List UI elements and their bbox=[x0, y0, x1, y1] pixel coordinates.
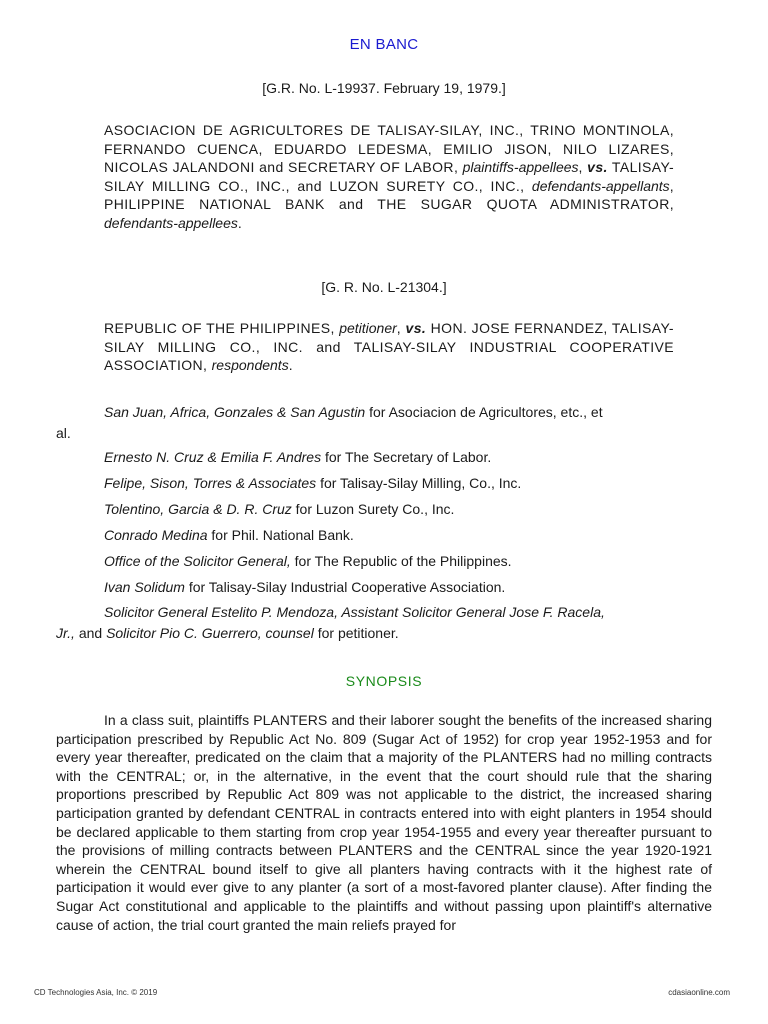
synopsis-body: In a class suit, plaintiffs PLANTERS and their laborer sought the benefits of the increased sharing participation prescribed by Republic Act No. 809 (Sugar Act of 1952) for crop year 1952-1953 and for every year thereafter, predicated on the claim that a majority of the PLANTERS had no milling contracts with the CENTRAL; or, in the alternative, in the event that the court should rule that the sharing proportions prescribed by Republic Act 809 was not applicable to the district, the increased sharing participation granted by defendant CENTRAL in contracts entered into with eight planters in 1954 should be declared applicable to them starting from crop year 1954-1955 and every year thereafter pursuant to the provisions of milling contracts between PLANTERS and the CENTRAL since the year 1920-1921 wherein the CENTRAL bound itself to give all planters having contracts with it the highest rate of participation it would ever give to any planter (a sort of a most-favored planter clause). After finding the Sugar Act constitutional and applicable to the plaintiffs and without passing upon plaintiff's alternative cause of action, the trial court granted the main reliefs prayed for bbox=[56, 712, 712, 933]
counsel-entry bbox=[104, 475, 712, 491]
counsel-entry-continuation: al. bbox=[56, 425, 71, 441]
case1-parties: ASOCIACION DE AGRICULTORES DE TALISAY-SILAY, INC., TRINO MONTINOLA, FERNANDO CUENCA, EDUARDO LEDESMA, EMILIO JISON, NILO LIZARES, NICOLAS JALANDONI and SECRETARY OF LABOR, plaintiffs-appellees, vs. TALISAY-SILAY MILLING CO., INC., and LUZON SURETY CO., INC., defendants-appellants, PHILIPPINE NATIONAL BANK and THE SUGAR QUOTA ADMINISTRATOR, defendants-appellees. bbox=[104, 122, 674, 231]
case1-vs: vs. bbox=[587, 159, 608, 176]
counsel-name: Felipe, Sison, Torres & Associates bbox=[104, 475, 317, 491]
case2-vs: vs. bbox=[405, 320, 427, 336]
counsel-entry bbox=[104, 501, 712, 517]
counsel-for: for Talisay-Silay Milling, Co., Inc. bbox=[320, 475, 522, 491]
counsel-name: Solicitor General Estelito P. Mendoza, Assistant Solicitor General Jose F. Racela, bbox=[104, 604, 605, 620]
footer-website: cdasiaonline.com bbox=[668, 988, 730, 997]
case1-role-appellees: defendants-appellees bbox=[104, 214, 238, 231]
counsel-for: for Luzon Surety Co., Inc. bbox=[295, 501, 455, 517]
case2-gr-number: [G. R. No. L-21304.] bbox=[321, 279, 447, 295]
counsel-name: Ivan Solidum bbox=[104, 579, 185, 595]
counsel-name: Office of the Solicitor General, bbox=[104, 553, 291, 569]
case2-parties: REPUBLIC OF THE PHILIPPINES, petitioner, vs. HON. JOSE FERNANDEZ, TALISAY-SILAY MILLING CO., INC. and TALISAY-SILAY INDUSTRIAL COOPERATIVE ASSOCIATION, respondents. bbox=[104, 320, 674, 374]
case1-party-plaintiffs: ASOCIACION DE AGRICULTORES DE TALISAY-SILAY, INC., TRINO MONTINOLA, FERNANDO CUENCA, EDUARDO LEDESMA, EMILIO JISON, NILO LIZARES, NICOLAS JALANDONI and SECRETARY OF LABOR, bbox=[104, 122, 674, 176]
case2-role-respondents: respondents bbox=[211, 357, 289, 374]
case1-party-appellees: PHILIPPINE NATIONAL BANK and THE SUGAR QUOTA ADMINISTRATOR bbox=[104, 196, 670, 213]
counsel-name: Solicitor Pio C. Guerrero, counsel bbox=[106, 625, 314, 641]
counsel-conjunction: and bbox=[78, 625, 103, 641]
counsel-for: for petitioner. bbox=[317, 625, 399, 641]
case1-role-plaintiffs: plaintiffs-appellees bbox=[462, 159, 579, 176]
counsel-for: for The Republic of the Philippines. bbox=[294, 553, 512, 569]
footer-copyright: CD Technologies Asia, Inc. © 2019 bbox=[34, 988, 158, 997]
counsel-name: Ernesto N. Cruz & Emilia F. Andres bbox=[104, 449, 322, 465]
counsel-for: for Asociacion de Agricultores, etc., et bbox=[369, 404, 603, 420]
counsel-for: for Talisay-Silay Industrial Cooperative Association. bbox=[188, 579, 506, 595]
division-heading: EN BANC bbox=[349, 36, 419, 53]
synopsis-heading: SYNOPSIS bbox=[345, 673, 423, 689]
counsel-entry bbox=[104, 449, 712, 465]
counsel-for: for Phil. National Bank. bbox=[211, 527, 354, 543]
counsel-for: for The Secretary of Labor. bbox=[324, 449, 492, 465]
counsel-entry bbox=[104, 404, 712, 420]
case1-role-defendants: defendants-appellants bbox=[531, 177, 670, 194]
counsel-name: Conrado Medina bbox=[104, 527, 208, 543]
counsel-name: San Juan, Africa, Gonzales & San Agustin bbox=[104, 404, 366, 420]
counsel-name: Jr., bbox=[56, 625, 75, 641]
counsel-entry-continuation bbox=[56, 625, 712, 641]
case2-party-respondents: HON. JOSE FERNANDEZ, TALISAY-SILAY MILLING CO., INC. and TALISAY-SILAY INDUSTRIAL COOPERATIVE ASSOCIATION, bbox=[104, 320, 674, 374]
case1-party-defendants: TALISAY-SILAY MILLING CO., INC., and LUZON SURETY CO., INC., bbox=[104, 159, 674, 194]
counsel-entry bbox=[104, 527, 712, 543]
counsel-entry bbox=[104, 579, 712, 595]
counsel-entry bbox=[104, 604, 712, 620]
counsel-entry bbox=[104, 553, 712, 569]
case2-role-petitioner: petitioner bbox=[339, 320, 397, 336]
case2-party-petitioner: REPUBLIC OF THE PHILIPPINES, bbox=[104, 320, 335, 336]
case1-gr-number: [G.R. No. L-19937. February 19, 1979.] bbox=[262, 80, 506, 96]
counsel-name: Tolentino, Garcia & D. R. Cruz bbox=[104, 501, 292, 517]
